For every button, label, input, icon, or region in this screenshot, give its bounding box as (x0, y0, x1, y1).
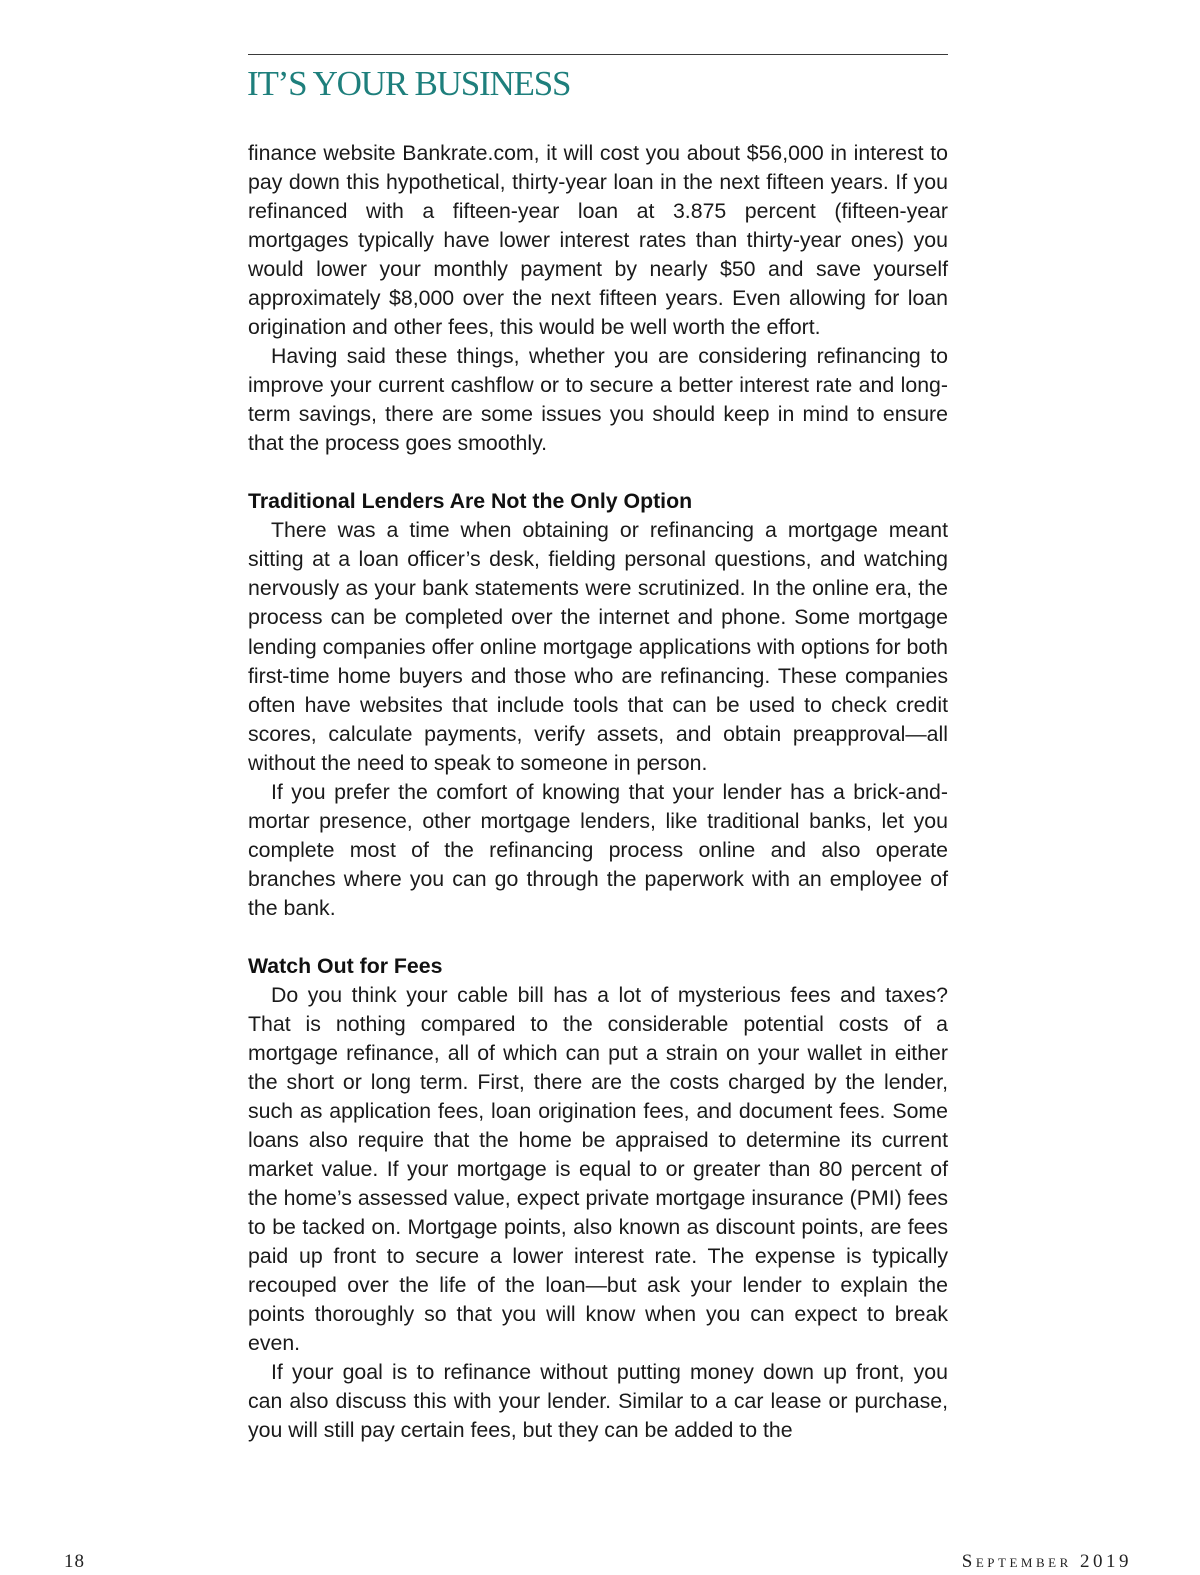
page-number: 18 (64, 1551, 85, 1572)
header-rule (248, 54, 948, 55)
paragraph: Having said these things, whether you are considering refinancing to improve your current cashflow or to secure a better interest rate and long-term savings, there are some issues you should keep in mind to ensure that the process goes smoothly. (248, 344, 948, 456)
paragraph: Do you think your cable bill has a lot of mysterious fees and taxes? That is nothing compared to the considerable potential costs of a mortgage refinance, all of which can put a strain on your wallet in either the short or long term. First, there are the costs charged by the lender, such as application fees, loan origination fees, and document fees. Some loans also require that the home be appraised to determine its current market value. If your mortgage is equal to or greater than 80 percent of the home’s assessed value, expect private mortgage insurance (PMI) fees to be tacked on. Mortgage points, also known as discount points, are fees paid up front to secure a lower interest rate. The expense is typically recouped over the life of the loan—but ask your lender to explain the points thoroughly so that you will know when you can expect to break even. (248, 982, 948, 1356)
issue-date: September 2019 (961, 1551, 1132, 1572)
subheading: Traditional Lenders Are Not the Only Option (248, 489, 693, 514)
section-title: IT’S YOUR BUSINESS (247, 64, 571, 103)
paragraph: There was a time when obtaining or refinancing a mortgage meant sitting at a loan officer’s desk, fielding personal questions, and watching nervously as your bank statements were scrutinized. In the online era, the process can be completed over the internet and phone. Some mortgage lending companies offer online mortgage applications with options for both first-time home buyers and those who are refinancing. These companies often have websites that include tools that can be used to check credit scores, calculate payments, verify assets, and obtain preapproval—all without the need to speak to someone in person. (248, 518, 948, 775)
paragraph: finance website Bankrate.com, it will cost you about $56,000 in interest to pay down this hypothetical, thirty-year loan in the next fifteen years. If you refinanced with a fifteen-year loan at 3.875 percent (fifteen-year mortgages typically have lower interest rates than thirty-year ones) you would lower your monthly payment by nearly $50 and save yourself approximately $8,000 over the next fifteen years. Even allowing for loan origination and other fees, this would be well worth the effort. (248, 141, 948, 340)
article-body (248, 139, 948, 1445)
paragraph: If your goal is to refinance without putting money down up front, you can also discuss this with your lender. Similar to a car lease or purchase, you will still pay certain fees, but they can be added to the (248, 1360, 948, 1443)
subheading: Watch Out for Fees (248, 953, 443, 978)
paragraph: If you prefer the comfort of knowing that your lender has a brick-and-mortar presence, other mortgage lenders, like traditional banks, let you complete most of the refinancing process online and also operate branches where you can go through the paperwork with an employee of the bank. (248, 779, 948, 920)
